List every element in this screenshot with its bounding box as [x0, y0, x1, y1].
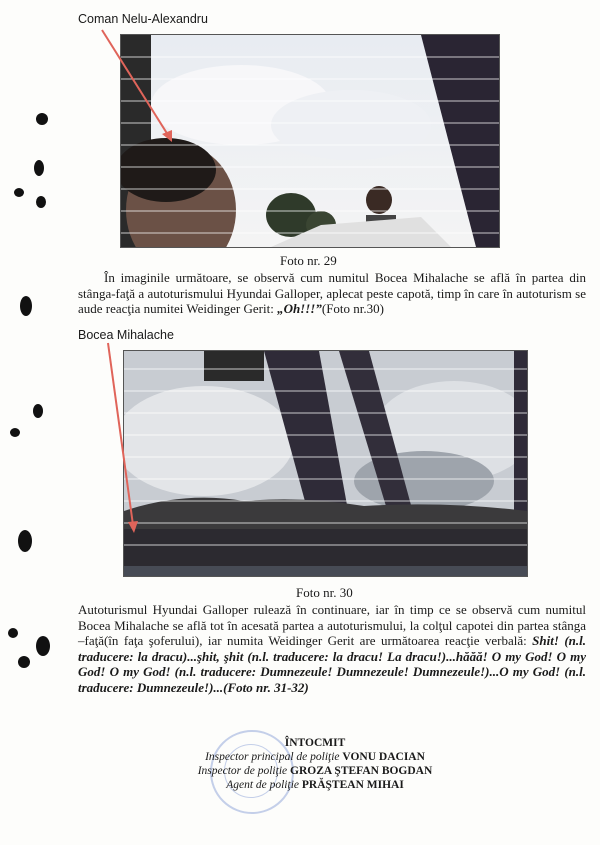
photo-30-person-label: Bocea Mihalache	[78, 328, 174, 342]
photo-29-person-label: Coman Nelu-Alexandru	[78, 12, 208, 26]
photo-30-caption: Foto nr. 30	[296, 585, 353, 600]
paragraph-1-text: În imaginile următoare, se observă cum numitul Bocea Mihalache se află în partea din stânga-faţă a autoturismului Hyundai Galloper, aplecat peste capotă, timp în care în autoturism se aude reacţia numitei Weidinger Gerit:	[78, 270, 586, 316]
signature-line-1: Inspector principal de poliţie VONU DACIAN	[205, 751, 425, 763]
photo-29-caption: Foto nr. 29	[280, 253, 337, 268]
signature-heading: ÎNTOCMIT	[284, 737, 346, 749]
paragraph-2-quote: Shit! (n.l. traducere: la dracu)...şhit, şhit (n.l. traducere: la dracu! La dracu!)...hăăă! O my God! O my God! O my God! (n.l. traducere: Dumnezeule! Dumnezeule! Dumnezeule!)...O my God! (n.l. traducere: Dumnezeule!)...(Foto nr. 31-32)	[78, 633, 586, 695]
paragraph-2	[78, 602, 586, 695]
paragraph-1-ref: (Foto nr.30)	[321, 301, 384, 316]
paragraph-1-quote: „Oh!!!”	[277, 301, 322, 316]
signature-block	[180, 736, 450, 792]
signature-line-3: Agent de poliţie PRĂŞTEAN MIHAI	[226, 779, 404, 791]
signature-line-2: Inspector de poliţie GROZA ŞTEFAN BOGDAN	[197, 765, 433, 777]
paragraph-2-text: Autoturismul Hyundai Galloper rulează în continuare, iar în timp ce se observă cum numitul Bocea Mihalache se află tot în acesată partea a autoturismului, la colţul capotei din partea stânga –faţă(în faţa şoferului), iar numita Weidinger Gerit are următoarea reacţie verbală:	[78, 602, 586, 648]
